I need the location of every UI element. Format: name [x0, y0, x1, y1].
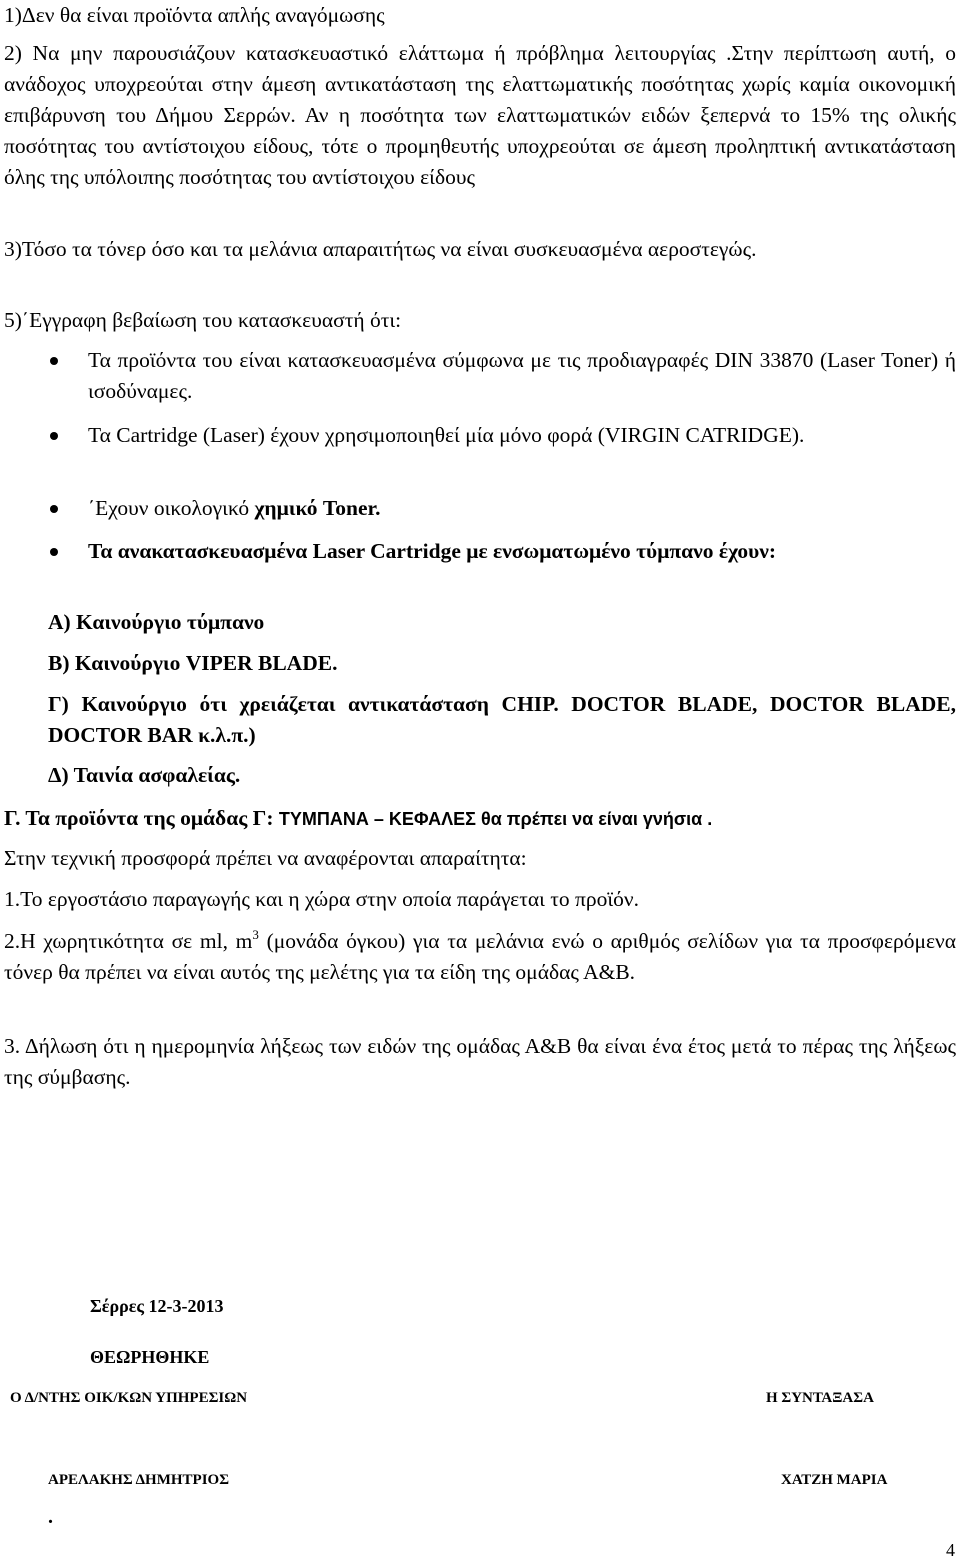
offer-item-2-rest: (μονάδα όγκου) για τα μελάνια ενώ ο αριθμός σελίδων για τα προσφερόμενα τόνερ θα πρέπει να είναι αυτός της μελέτης για τα είδη της ομάδας Α&Β. [4, 929, 956, 984]
item-5: 5)΄Εγγραφη βεβαίωση του κατασκευαστή ότι: [4, 308, 402, 332]
offer-item-2-superscript: 3 [252, 927, 259, 942]
item-3: 3)Τόσο τα τόνερ όσο και τα μελάνια απαραιτήτως να είναι συσκευασμένα αεροστεγώς. [4, 237, 757, 261]
offer-item-1: 1.Το εργοστάσιο παραγωγής και η χώρα στην οποία παράγεται το προϊόν. [4, 887, 639, 911]
item-1: 1)Δεν θα είναι προϊόντα απλής αναγόμωσης [4, 3, 385, 27]
bullet-dot-2 [50, 432, 58, 440]
offer-item-3: 3. Δήλωση ότι η ημερομηνία λήξεως των ειδών της ομάδας Α&Β θα είναι ένα έτος μετά το πέρας της λήξεως της σύμβασης. [4, 1034, 956, 1089]
bullet-item-2: Τα Cartridge (Laser) έχουν χρησιμοποιηθεί μία μόνο φορά (VIRGIN CATRIDGE). [88, 423, 805, 447]
signature-dot: . [48, 1506, 53, 1528]
sub-item-b: Β) Καινούργιο VIPER BLADE. [48, 651, 338, 675]
group-g-line [4, 803, 956, 835]
group-g-title: Γ. Τα προϊόντα της ομάδας Γ: [4, 806, 279, 830]
offer-intro: Στην τεχνική προσφορά πρέπει να αναφέρονται απαραίτητα: [4, 846, 527, 870]
sub-item-d: Δ) Ταινία ασφαλείας. [48, 763, 241, 787]
signature-left-name: ΑΡΕΛΑΚΗΣ ΔΗΜΗΤΡΙΟΣ [48, 1472, 230, 1488]
signature-left-title: Ο Δ/ΝΤΗΣ ΟΙΚ/ΚΩΝ ΥΠΗΡΕΣΙΩΝ [10, 1390, 248, 1406]
group-g-rule: ΤΥΜΠΑΝΑ – ΚΕΦΑΛΕΣ θα πρέπει να είναι γνήσια . [278, 809, 713, 829]
bullet-item-1: Τα προϊόντα του είναι κατασκευασμένα σύμφωνα με τις προδιαγραφές DIN 33870 (Laser Toner) ή ισοδύναμες. [88, 348, 956, 403]
bullet-item-3-text: ΄Εχουν οικολογικό [88, 496, 255, 520]
bullet-dot-4 [50, 548, 58, 556]
bullet-item-3 [88, 493, 956, 524]
bullet-item-4: Τα ανακατασκευασμένα Laser Cartridge με ενσωματωμένο τύμπανο έχουν: [88, 539, 777, 563]
offer-item-2 [4, 926, 956, 988]
offer-item-2-start: 2.Η χωρητικότητα σε ml, m [4, 929, 253, 953]
item-2: 2) Να μην παρουσιάζουν κατασκευαστικό ελάττωμα ή πρόβλημα λειτουργίας .Στην περίπτωση αυτή, ο ανάδοχος υποχρεούται στην άμεση αντικατάσταση της ελαττωματικής ποσότητας χωρίς καμία οικονομική επιβάρυνση του Δήμου Σερρών. Αν η ποσότητα των ελαττωματικών ειδών ξεπερνά το 15% της ολικής ποσότητας του αντίστοιχου είδους, τότε ο προμηθευτής υποχρεούται σε άμεση προληπτική αντικατάσταση όλης της υπόλοιπης ποσότητας του αντίστοιχου είδους [4, 41, 956, 189]
sub-item-c: Γ) Καινούργιο ότι χρειάζεται αντικατάσταση CHIP. DOCTOR BLADE, DOCTOR BLADE, DOCTOR BAR κ.λ.π.) [48, 692, 956, 747]
signature-place-date: Σέρρες 12-3-2013 [90, 1296, 224, 1316]
page-number: 4 [946, 1540, 955, 1560]
bullet-item-3-bold: χημικό Toner. [254, 496, 381, 520]
signature-approved: ΘΕΩΡΗΘΗΚΕ [90, 1347, 210, 1367]
signature-right-name: ΧΑΤΖΗ ΜΑΡΙΑ [781, 1472, 888, 1488]
sub-item-a: Α) Καινούργιο τύμπανο [48, 610, 265, 634]
bullet-dot-1 [50, 357, 58, 365]
signature-right-title: Η ΣΥΝΤΑΞΑΣΑ [766, 1390, 874, 1406]
bullet-dot-3 [50, 505, 58, 513]
